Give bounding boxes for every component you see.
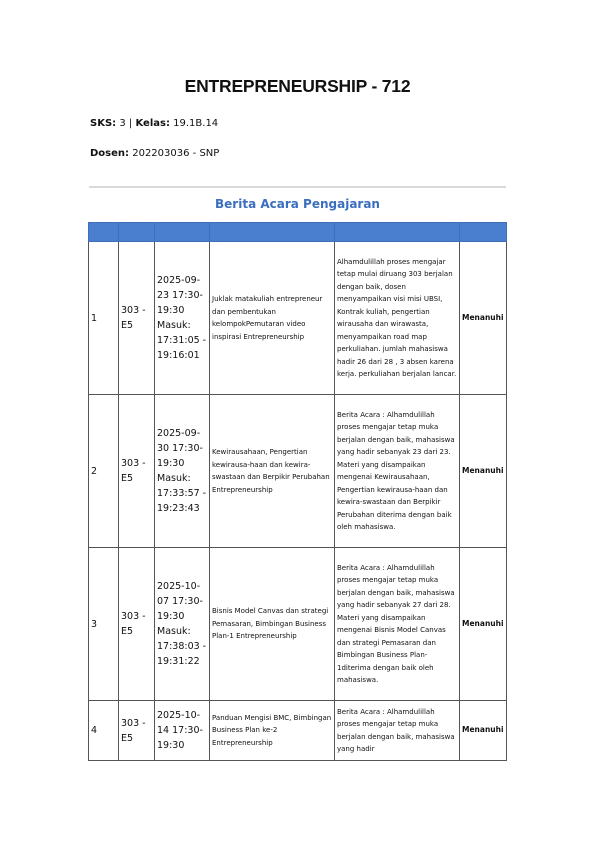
dosen-label: Dosen: xyxy=(90,148,130,159)
room-cell: 303 - E5 xyxy=(119,242,155,395)
lecturer-meta xyxy=(90,148,219,159)
row-number: 2 xyxy=(89,395,119,548)
status-cell: Menanuhi xyxy=(460,701,507,761)
notes-cell: Berita Acara : Alhamdulillah proses mengajar tetap muka berjalan dengan baik, mahasiswa yang hadir xyxy=(335,701,460,761)
table-row xyxy=(89,548,507,701)
divider xyxy=(89,186,506,188)
kelas-value: 19.1B.14 xyxy=(173,118,219,129)
topic-cell: Panduan Mengisi BMC, Bimbingan Business Plan ke-2 Entrepreneurship xyxy=(210,701,335,761)
schedule-cell: 2025-10- 14 17:30- 19:30 xyxy=(155,701,210,761)
row-number: 3 xyxy=(89,548,119,701)
notes-cell: Berita Acara : Alhamdulillah proses mengajar tetap muka berjalan dengan baik, mahasiswa yang hadir sebanyak 27 dari 28. Materi yang disampaikan mengenai Bisnis Model Canvas dan strategi Pemasaran dan Bimbingan Business Plan-1diterima dengan baik oleh mahasiswa. xyxy=(335,548,460,701)
kelas-label: Kelas: xyxy=(135,118,170,129)
header-cell xyxy=(155,223,210,242)
table-row xyxy=(89,701,507,761)
row-number: 1 xyxy=(89,242,119,395)
header-cell xyxy=(119,223,155,242)
topic-cell: Kewirausahaan, Pengertian kewirausa-haan dan kewira-swastaan dan Berpikir Perubahan Entrepreneurship xyxy=(210,395,335,548)
topic-cell: Bisnis Model Canvas dan strategi Pemasaran, Bimbingan Business Plan-1 Entrepreneurship xyxy=(210,548,335,701)
room-cell: 303 - E5 xyxy=(119,548,155,701)
row-number: 4 xyxy=(89,701,119,761)
notes-cell: Berita Acara : Alhamdulillah proses mengajar tetap mukа berjalan dengan baik, mahasiswa yang hadir sebanyak 23 dari 23. Materi yang disampaikan mengenai Kewirausahaan, Pengertian kewirausa-haan dan kewira-swastaan dan Berpikir Perubahan diterima dengan baik oleh mahasiswa. xyxy=(335,395,460,548)
table-header-row xyxy=(89,223,507,242)
course-meta xyxy=(90,118,218,129)
header-cell xyxy=(335,223,460,242)
sks-value: 3 xyxy=(119,118,126,129)
room-cell: 303 - E5 xyxy=(119,395,155,548)
teaching-log-table xyxy=(88,222,507,761)
sks-label: SKS: xyxy=(90,118,117,129)
room-cell: 303 - E5 xyxy=(119,701,155,761)
table-row xyxy=(89,242,507,395)
table-row xyxy=(89,395,507,548)
meta-separator: | xyxy=(128,118,133,129)
schedule-cell: 2025-09- 23 17:30- 19:30 Masuk: 17:31:05 - 19:16:01 xyxy=(155,242,210,395)
schedule-cell: 2025-10- 07 17:30- 19:30 Masuk: 17:38:03 - 19:31:22 xyxy=(155,548,210,701)
status-cell: Menanuhi xyxy=(460,395,507,548)
header-cell xyxy=(210,223,335,242)
topic-cell: Juklak matakuliah entrepreneur dan pembentukan kelompokPemutaran video inspirasi Entrepreneurship xyxy=(210,242,335,395)
dosen-value: 202203036 - SNP xyxy=(132,148,220,159)
header-cell xyxy=(460,223,507,242)
schedule-cell: 2025-09- 30 17:30- 19:30 Masuk: 17:33:57 - 19:23:43 xyxy=(155,395,210,548)
header-cell xyxy=(89,223,119,242)
page-title: ENTREPRENEURSHIP - 712 xyxy=(184,76,411,96)
section-title: Berita Acara Pengajaran xyxy=(215,197,380,211)
notes-cell: Alhamdulillah proses mengajar tetap mulai diruang 303 berjalan dengan baik, dosen menyampaikan visi misi UBSI, Kontrak kuliah, pengertian wirausaha dan wirawasta, menyampaikan road map perkuliahan. jumlah mahasiswa hadir 26 dari 28 , 3 absen karena kerja. perkuliahan berjalan lancar. xyxy=(335,242,460,395)
status-cell: Menanuhi xyxy=(460,242,507,395)
status-cell: Menanuhi xyxy=(460,548,507,701)
